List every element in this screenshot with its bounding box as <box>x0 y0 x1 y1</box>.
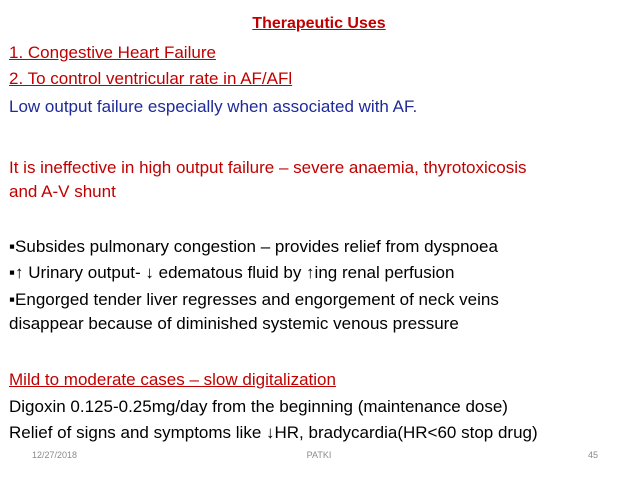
footer-date: 12/27/2018 <box>32 450 78 460</box>
mild-moderate-heading: Mild to moderate cases – slow digitalization <box>9 370 336 389</box>
footer-author: PATKI <box>306 450 332 460</box>
list-item-chf: 1. Congestive Heart Failure <box>9 43 216 62</box>
bullet-liver-regresses-cont: disappear because of diminished systemic venous pressure <box>9 314 459 333</box>
bullet-pulmonary-congestion: ▪Subsides pulmonary congestion – provides relief from dyspnoea <box>9 237 498 256</box>
ineffective-text-line2: and A-V shunt <box>9 182 116 201</box>
digoxin-dose-text: Digoxin 0.125-0.25mg/day from the beginning (maintenance dose) <box>9 397 508 416</box>
bullet-liver-regresses: ▪Engorged tender liver regresses and engorgement of neck veins <box>9 290 499 309</box>
slide-title: Therapeutic Uses <box>252 15 386 32</box>
low-output-text: Low output failure especially when associated with AF. <box>9 97 418 116</box>
relief-signs-text: Relief of signs and symptoms like ↓HR, bradycardia(HR<60 stop drug) <box>9 423 538 442</box>
ineffective-text-line1: It is ineffective in high output failure – severe anaemia, thyrotoxicosis <box>9 158 527 177</box>
list-item-ventricular-rate: 2. To control ventricular rate in AF/AFl <box>9 69 293 88</box>
footer-page-number: 45 <box>587 450 598 460</box>
bullet-urinary-output: ▪↑ Urinary output- ↓ edematous fluid by ↑ing renal perfusion <box>9 263 455 282</box>
